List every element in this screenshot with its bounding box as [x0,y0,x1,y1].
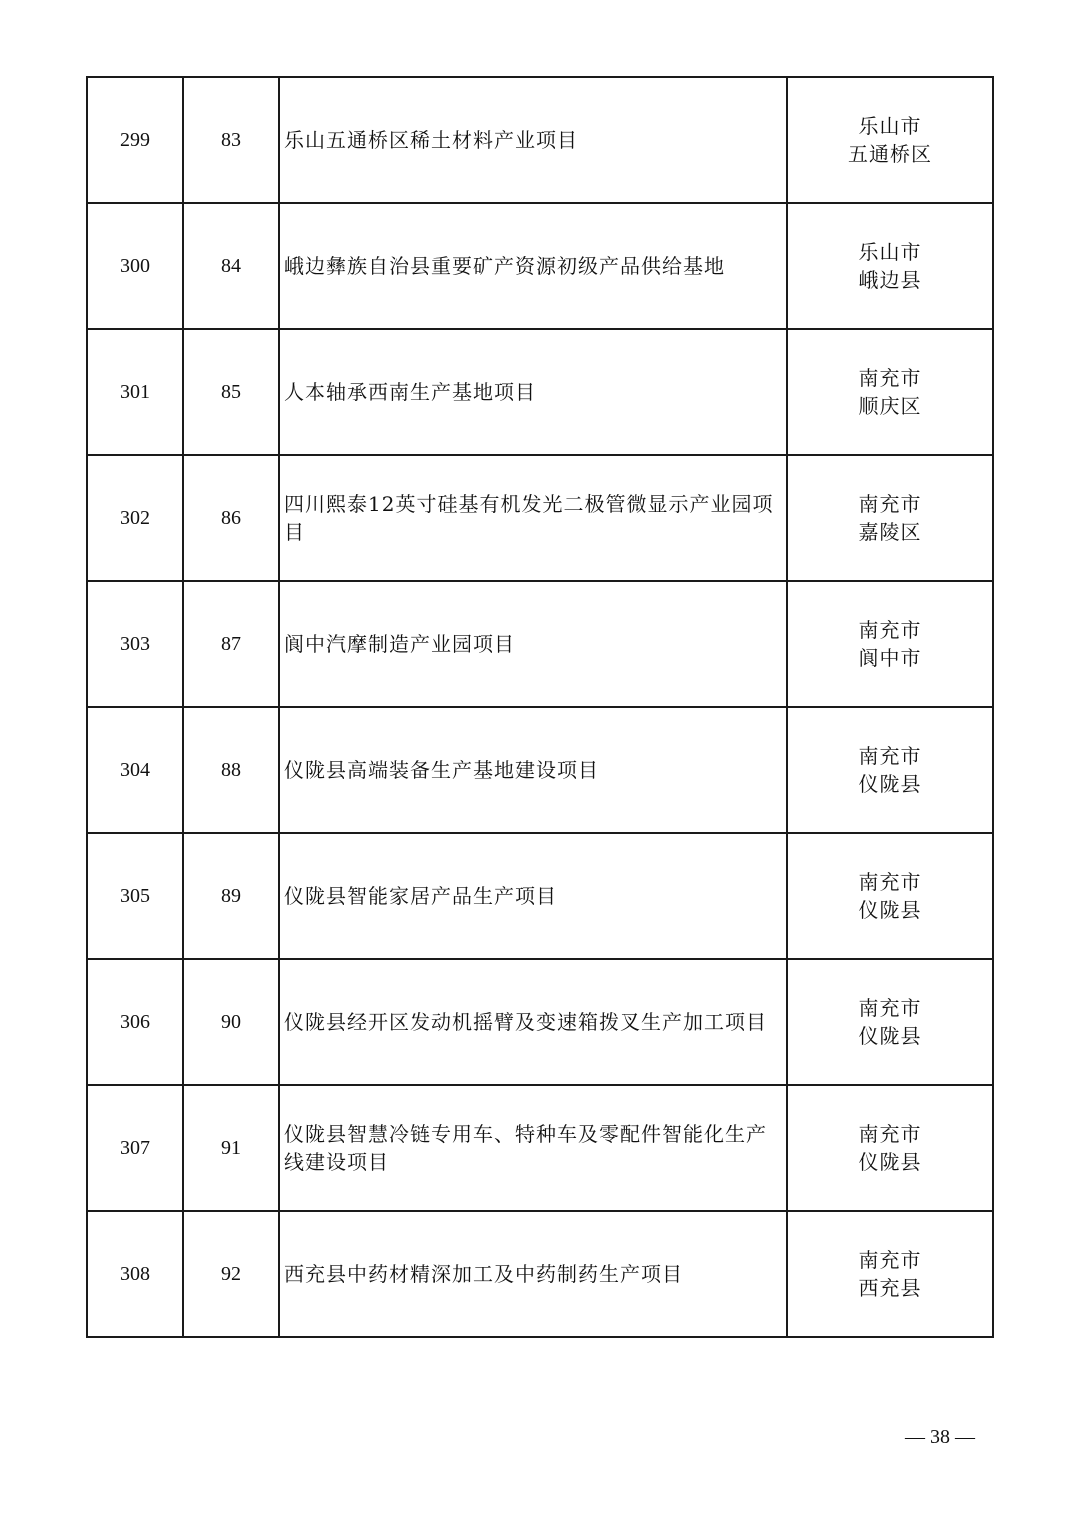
row-project-name: 阆中汽摩制造产业园项目 [279,581,787,707]
page-number: — 38 — [905,1426,975,1448]
row-location-district: 阆中市 [858,646,922,670]
row-category-number: 83 [183,77,279,203]
row-project-name: 峨边彝族自治县重要矿产资源初级产品供给基地 [279,203,787,329]
row-category-number: 84 [183,203,279,329]
row-category-number: 86 [183,455,279,581]
row-project-name: 西充县中药材精深加工及中药制药生产项目 [279,1211,787,1337]
table-row [87,959,993,1085]
row-serial-number: 301 [87,329,183,455]
row-location-city: 南充市 [858,492,922,516]
row-location-city: 乐山市 [858,114,922,138]
row-location-city: 南充市 [858,996,922,1020]
table-row [87,833,993,959]
row-project-name: 仪陇县高端装备生产基地建设项目 [279,707,787,833]
row-location [787,455,993,581]
row-location-city: 乐山市 [858,240,922,264]
row-location-city: 南充市 [858,366,922,390]
row-location-city: 南充市 [858,1122,922,1146]
table-row [87,77,993,203]
row-serial-number: 303 [87,581,183,707]
row-project-name: 仪陇县智慧冷链专用车、特种车及零配件智能化生产线建设项目 [279,1085,787,1211]
row-location-city: 南充市 [858,744,922,768]
row-location-city: 南充市 [858,870,922,894]
row-location-district: 顺庆区 [858,394,922,418]
row-serial-number: 300 [87,203,183,329]
row-project-name: 仪陇县智能家居产品生产项目 [279,833,787,959]
project-table [86,76,994,1338]
row-category-number: 85 [183,329,279,455]
row-location [787,581,993,707]
row-serial-number: 302 [87,455,183,581]
row-location-district: 西充县 [858,1276,922,1300]
table-row [87,455,993,581]
row-project-name: 人本轴承西南生产基地项目 [279,329,787,455]
row-location [787,707,993,833]
row-serial-number: 306 [87,959,183,1085]
row-serial-number: 304 [87,707,183,833]
row-location-district: 仪陇县 [858,1024,922,1048]
row-serial-number: 308 [87,1211,183,1337]
row-category-number: 92 [183,1211,279,1337]
row-location-district: 仪陇县 [858,1150,922,1174]
row-project-name: 仪陇县经开区发动机摇臂及变速箱拨叉生产加工项目 [279,959,787,1085]
row-project-name: 乐山五通桥区稀土材料产业项目 [279,77,787,203]
table-row [87,1211,993,1337]
table-row [87,707,993,833]
row-category-number: 90 [183,959,279,1085]
row-location [787,203,993,329]
row-category-number: 87 [183,581,279,707]
row-location-district: 峨边县 [858,268,922,292]
table-row [87,1085,993,1211]
table-row [87,203,993,329]
row-serial-number: 305 [87,833,183,959]
row-location-district: 五通桥区 [848,142,932,166]
row-location-district: 嘉陵区 [858,520,922,544]
row-location [787,1085,993,1211]
row-category-number: 88 [183,707,279,833]
row-location [787,77,993,203]
row-location-city: 南充市 [858,618,922,642]
table-row [87,581,993,707]
row-location-district: 仪陇县 [858,772,922,796]
row-location [787,1211,993,1337]
row-serial-number: 307 [87,1085,183,1211]
row-location [787,959,993,1085]
row-project-name: 四川熙泰12英寸硅基有机发光二极管微显示产业园项目 [279,455,787,581]
row-location [787,833,993,959]
row-category-number: 89 [183,833,279,959]
project-table-body [87,77,993,1337]
row-location-city: 南充市 [858,1248,922,1272]
row-category-number: 91 [183,1085,279,1211]
row-location-district: 仪陇县 [858,898,922,922]
table-row [87,329,993,455]
row-location [787,329,993,455]
row-serial-number: 299 [87,77,183,203]
